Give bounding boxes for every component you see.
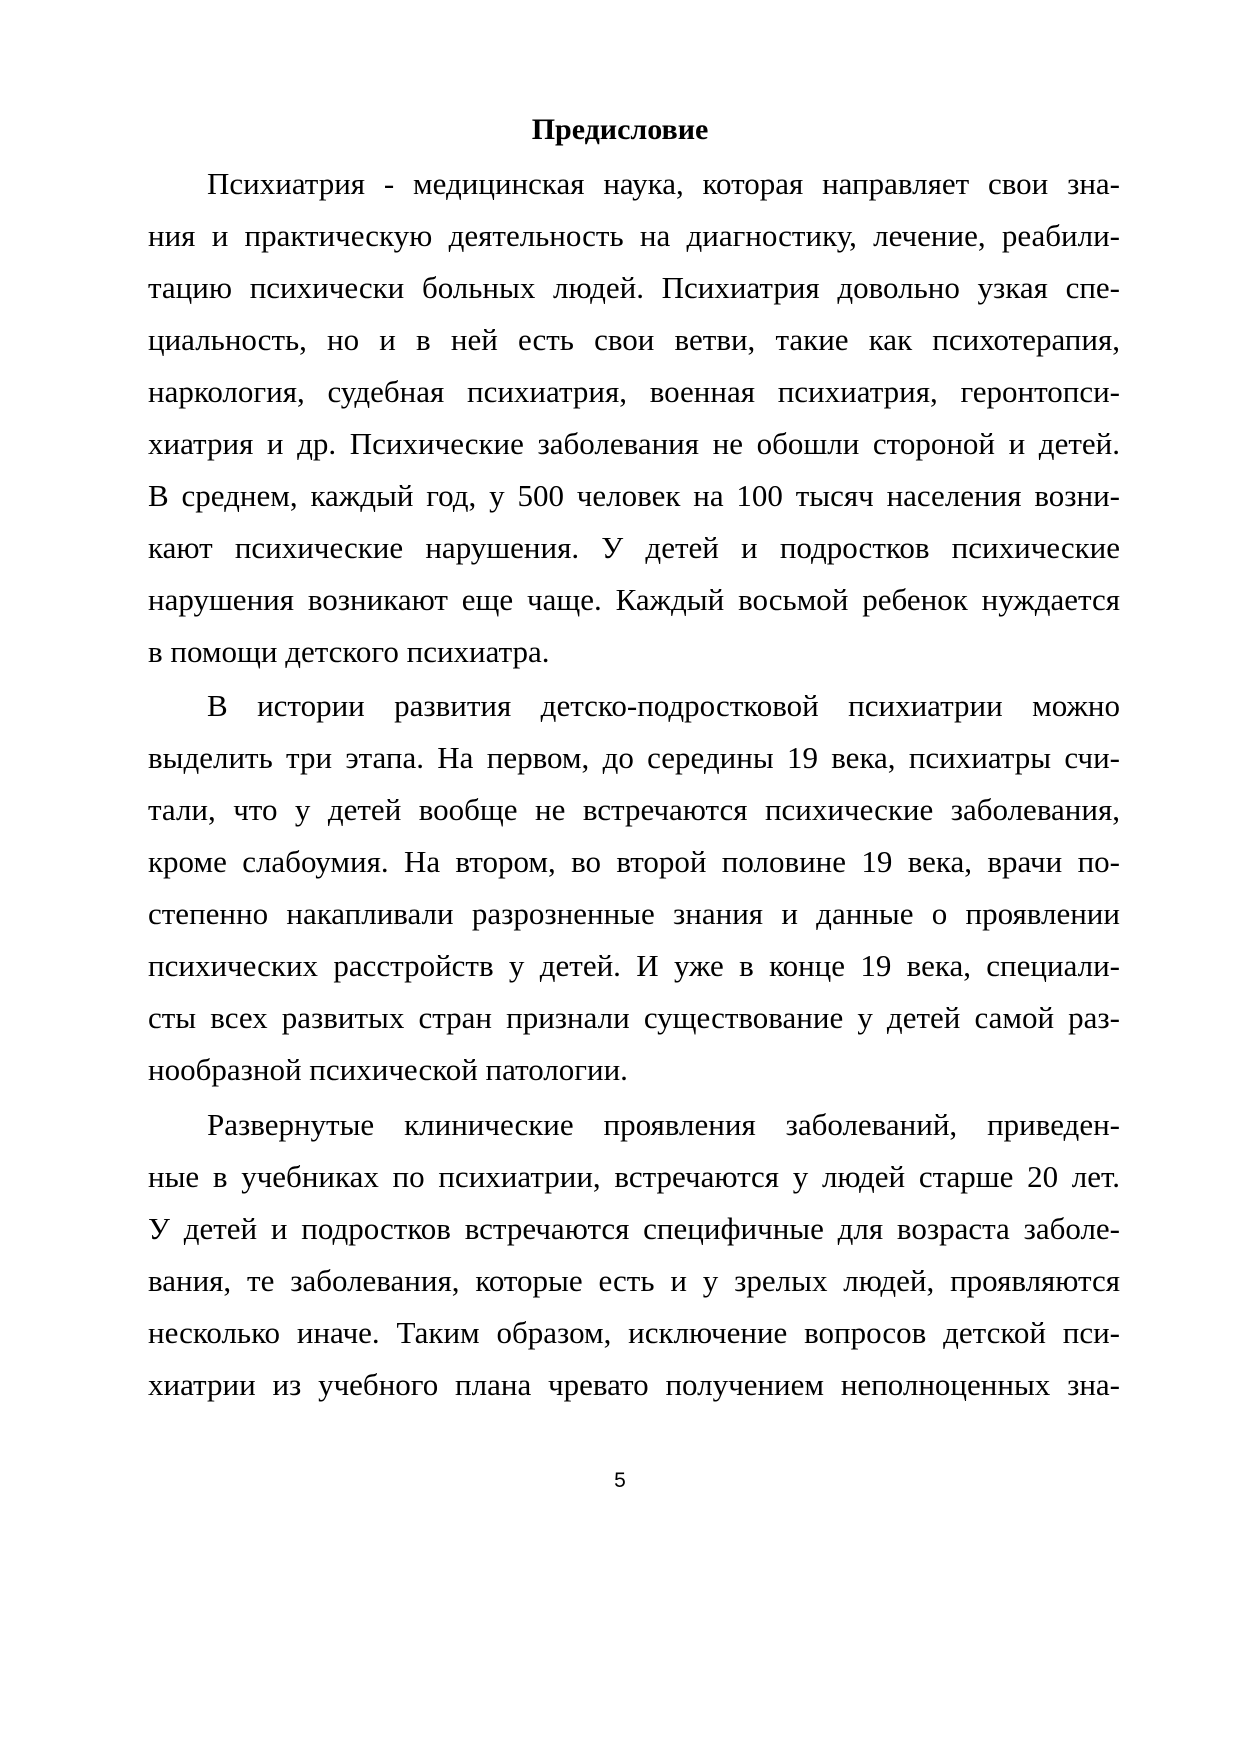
paragraph-line: несколько иначе. Таким образом, исключение вопросов детской пси- (148, 1315, 1120, 1350)
paragraph-line: тали, что у детей вообще не встречаются психические заболевания, (148, 792, 1120, 827)
paragraph-line: наркология, судебная психиатрия, военная психиатрия, геронтопси- (148, 374, 1120, 409)
paragraph-line: У детей и подростков встречаются специфичные для возраста заболе- (148, 1211, 1120, 1246)
paragraph-line: степенно накапливали разрозненные знания и данные о проявлении (148, 896, 1120, 931)
paragraph-line: тацию психически больных людей. Психиатрия довольно узкая спе- (148, 270, 1120, 305)
paragraph-line: циальность, но и в ней есть свои ветви, такие как психотерапия, (148, 322, 1120, 357)
paragraph-line: сты всех развитых стран признали существование у детей самой раз- (148, 1000, 1120, 1035)
paragraph-line: психических расстройств у детей. И уже в конце 19 века, специали- (148, 948, 1120, 983)
paragraph-line: В истории развития детско-подростковой психиатрии можно (207, 688, 1120, 723)
paragraph-line: хиатрии из учебного плана чревато получением неполноценных зна- (148, 1367, 1120, 1402)
paragraph-line: хиатрия и др. Психические заболевания не обошли стороной и детей. (148, 426, 1120, 461)
paragraph-line: В среднем, каждый год, у 500 человек на 100 тысяч населения возни- (148, 478, 1120, 513)
paragraph-line: нообразной психической патологии. (148, 1052, 628, 1087)
page-title: Предисловие (531, 113, 709, 146)
page-number: 5 (614, 1469, 626, 1492)
paragraph-line: выделить три этапа. На первом, до середины 19 века, психиатры счи- (148, 740, 1120, 775)
paragraph-line: кроме слабоумия. На втором, во второй половине 19 века, врачи по- (148, 844, 1120, 879)
paragraph-line: в помощи детского психиатра. (148, 634, 550, 669)
paragraph-line: Развернутые клинические проявления заболеваний, приведен- (207, 1107, 1120, 1142)
paragraph-line: вания, те заболевания, которые есть и у зрелых людей, проявляются (148, 1263, 1120, 1298)
paragraph-line: ные в учебниках по психиатрии, встречаются у людей старше 20 лет. (148, 1159, 1120, 1194)
paragraph-line: нарушения возникают еще чаще. Каждый восьмой ребенок нуждается (148, 582, 1120, 617)
paragraph-line: Психиатрия - медицинская наука, которая направляет свои зна- (207, 166, 1120, 201)
paragraph-line: кают психические нарушения. У детей и подростков психические (148, 530, 1120, 565)
paragraph-line: ния и практическую деятельность на диагностику, лечение, реабили- (148, 218, 1120, 253)
